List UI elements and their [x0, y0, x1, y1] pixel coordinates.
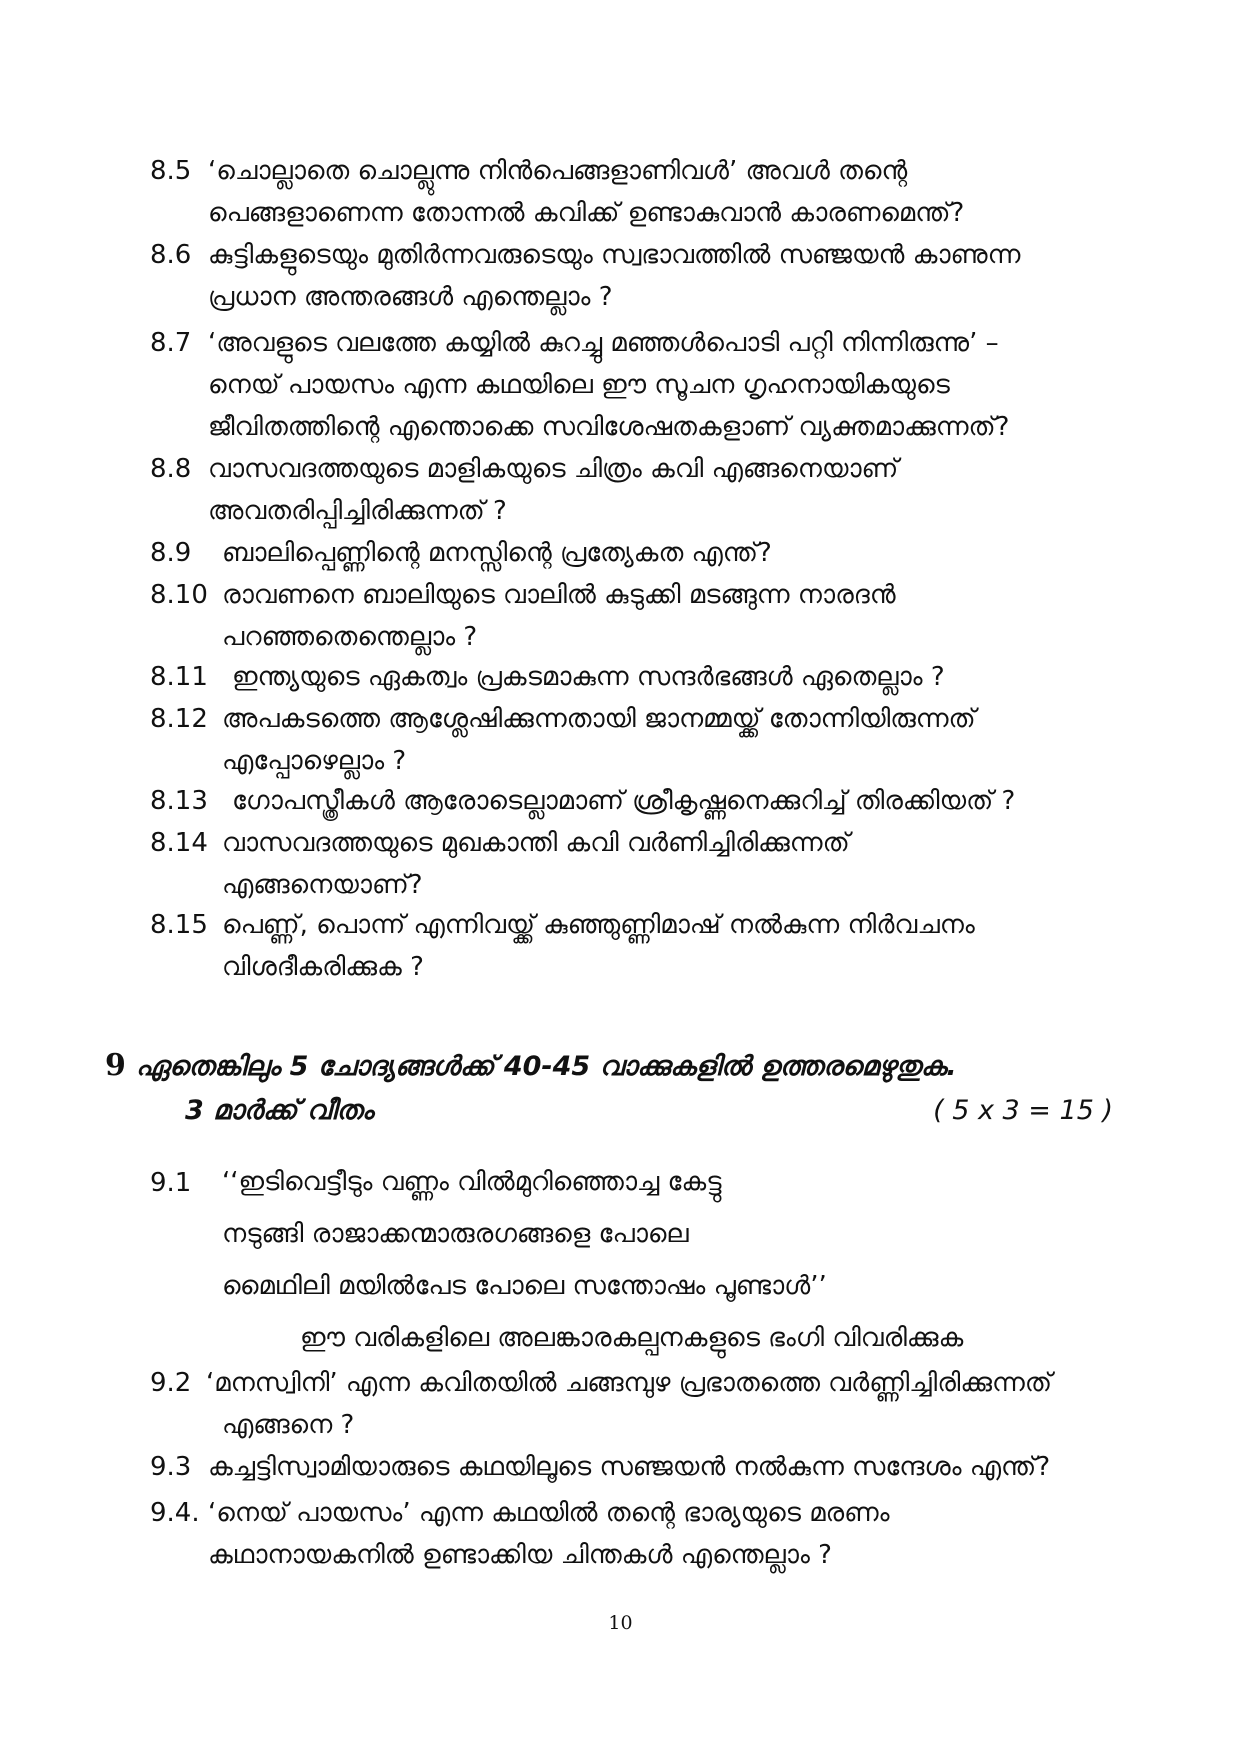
question-text-line: ‘ചൊല്ലാതെ ചൊല്ലുന്നു നിൻപെങ്ങളാണിവൾ’ അവൾ തന്റെ [208, 156, 908, 186]
question-8-13 [150, 780, 1110, 822]
question-number: 9.1 [150, 1168, 192, 1198]
question-text-line: പെങ്ങളാണെന്ന തോന്നൽ കവിക്ക് ഉണ്ടാകുവാൻ കാരണമെന്ത്? [208, 198, 965, 228]
section-number: 9 [105, 1048, 126, 1083]
question-9-2 [150, 1362, 1110, 1446]
question-9-3 [150, 1446, 1110, 1488]
poem-line: നടുങ്ങി രാജാക്കന്മാരുരഗങ്ങളെ പോലെ [222, 1219, 689, 1249]
poem-block [222, 1156, 1110, 1364]
question-number: 9.4. [150, 1498, 200, 1528]
question-text-line: എങ്ങനെയാണ്? [222, 870, 423, 900]
question-8-6 [150, 234, 1110, 318]
question-text-line: വാസവദത്തയുടെ മാളികയുടെ ചിത്രം കവി എങ്ങനെയാണ് [208, 454, 899, 484]
page-number: 10 [608, 1612, 633, 1634]
question-number: 8.7 [150, 328, 192, 358]
question-number: 9.3 [150, 1452, 192, 1482]
question-text-line: അവതരിപ്പിച്ചിരിക്കുന്നത് ? [208, 496, 507, 526]
marks-total: ( 5 x 3 = 15 ) [933, 1095, 1113, 1126]
question-number: 8.13 [150, 786, 208, 816]
question-number: 8.14 [150, 828, 208, 858]
question-text-line: ‘അവളുടെ വലത്തേ കയ്യിൽ കുറച്ചു മഞ്ഞൾപൊടി പറ്റി നിന്നിരുന്നു’ – [208, 328, 999, 358]
section-9-heading [105, 1044, 1115, 1133]
question-8-10 [150, 574, 1110, 658]
question-8-15 [150, 904, 1110, 988]
question-8-14 [150, 822, 1110, 906]
question-number: 8.5 [150, 156, 192, 186]
question-number: 8.9 [150, 538, 192, 568]
question-text-line: എപ്പോഴെല്ലാം ? [222, 746, 407, 776]
question-text-line: ‘നെയ് പായസം’ എന്ന കഥയിൽ തന്റെ ഭാര്യയുടെ മരണം [208, 1498, 890, 1528]
question-number: 8.10 [150, 580, 208, 610]
question-9-4 [150, 1492, 1110, 1576]
section-instruction: ഏതെങ്കിലും 5 ചോദ്യങ്ങൾക്ക് 40-45 വാക്കുകളിൽ ഉത്തരമെഴുതുക. [135, 1051, 957, 1082]
question-text-line: പറഞ്ഞതെന്തെല്ലാം ? [222, 622, 478, 652]
question-8-7 [150, 322, 1110, 448]
question-text-line: നെയ് പായസം എന്ന കഥയിലെ ഈ സൂചന ഗൃഹനായികയുടെ [208, 370, 950, 400]
question-text-line: എങ്ങനെ ? [222, 1410, 355, 1440]
question-text-line: പ്രധാന അന്തരങ്ങൾ എന്തെല്ലാം ? [208, 282, 613, 312]
question-text-line: കുട്ടികളുടെയും മുതിർന്നവരുടെയും സ്വഭാവത്തിൽ സഞ്ജയൻ കാണുന്ന [208, 240, 1021, 270]
question-8-12 [150, 698, 1110, 782]
question-text-line: ‘മനസ്വിനി’ എന്ന കവിതയിൽ ചങ്ങമ്പുഴ പ്രഭാതത്തെ വർണ്ണിച്ചിരിക്കുന്നത് [206, 1368, 1052, 1398]
poem-line: ‘‘ഇടിവെട്ടീടും വണ്ണം വിൽമുറിഞ്ഞൊച്ച കേട്ടു [222, 1167, 722, 1197]
question-text-line: ഗോപസ്ത്രീകൾ ആരോടെല്ലാമാണ് ശ്രീകൃഷ്ണനെക്കുറിച്ച് തിരക്കിയത് ? [232, 786, 1016, 816]
marks-each: 3 മാർക്ക് വീതം [185, 1095, 374, 1126]
question-8-11 [150, 656, 1110, 698]
question-text-line: ബാലിപ്പെണ്ണിന്റെ മനസ്സിന്റെ പ്രത്യേകത എന്ത്? [222, 538, 772, 568]
poem-line: മൈഥിലി മയിൽപേട പോലെ സന്തോഷം പൂണ്ടാൾ’’ [222, 1271, 827, 1301]
question-number: 9.2 [150, 1368, 192, 1398]
question-number: 8.15 [150, 910, 208, 940]
question-number: 8.11 [150, 662, 208, 692]
question-number: 8.8 [150, 454, 192, 484]
question-8-5 [150, 150, 1110, 234]
question-number: 8.6 [150, 240, 192, 270]
question-prompt: ഈ വരികളിലെ അലങ്കാരകല്പനകളുടെ ഭംഗി വിവരിക്കുക [300, 1323, 964, 1353]
question-9-1 [150, 1156, 1110, 1364]
question-number: 8.12 [150, 704, 208, 734]
question-text-line: രാവണനെ ബാലിയുടെ വാലിൽ കുടുക്കി മടങ്ങുന്ന നാരദൻ [222, 580, 896, 610]
question-text-line: കഥാനായകനിൽ ഉണ്ടാക്കിയ ചിന്തകൾ എന്തെല്ലാം ? [208, 1540, 832, 1570]
question-text-line: ഇന്ത്യയുടെ ഏകത്വം പ്രകടമാകുന്ന സന്ദർഭങ്ങൾ ഏതെല്ലാം ? [232, 662, 945, 692]
question-text-line: പെണ്ണ്, പൊന്ന് എന്നിവയ്ക്ക് കുഞ്ഞുണ്ണിമാഷ് നൽകുന്ന നിർവചനം [222, 910, 975, 940]
question-text-line: കച്ചട്ടിസ്വാമിയാരുടെ കഥയിലൂടെ സഞ്ജയൻ നൽകുന്ന സന്ദേശം എന്ത്? [208, 1452, 1051, 1482]
question-text-line: ജീവിതത്തിന്റെ എന്തൊക്കെ സവിശേഷതകളാണ് വ്യക്തമാക്കുന്നത്? [208, 412, 1010, 442]
question-8-8 [150, 448, 1110, 532]
question-text-line: അപകടത്തെ ആശ്ലേഷിക്കുന്നതായി ജാനമ്മയ്ക്ക് തോന്നിയിരുന്നത് [222, 704, 976, 734]
question-8-9 [150, 532, 1110, 574]
question-text-line: വാസവദത്തയുടെ മുഖകാന്തി കവി വർണിച്ചിരിക്കുന്നത് [222, 828, 850, 858]
question-text-line: വിശദീകരിക്കുക ? [222, 952, 424, 982]
